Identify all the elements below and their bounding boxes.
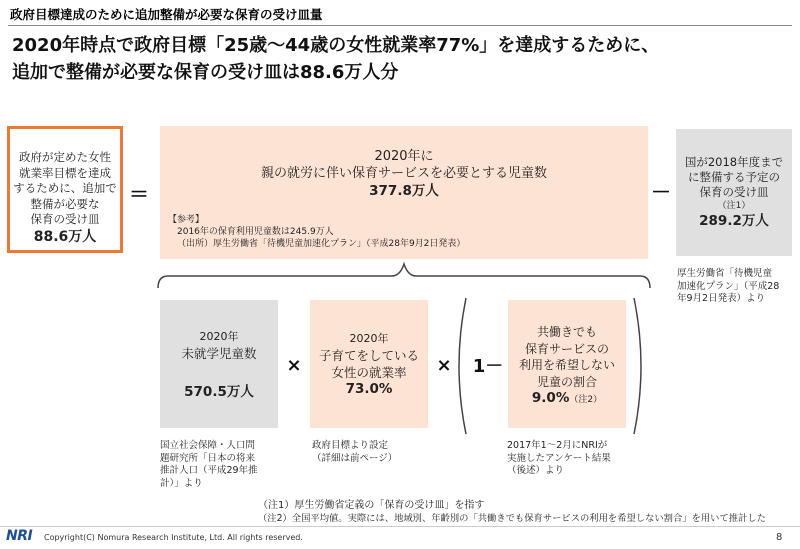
planned-capacity-source-line-2: 加速化プラン」（平成28 <box>677 280 780 292</box>
employment-rate-source-line-2: （詳細は前ページ） <box>312 452 398 464</box>
preschool-children-source-line-1: 国立社会保障・人口問 <box>160 440 256 451</box>
employment-rate-source <box>312 440 397 465</box>
employment-rate-source-line-1: 政府目標より設定 <box>312 440 389 451</box>
section-title: 政府目標達成のために追加整備が必要な保育の受け皿量 <box>10 7 323 22</box>
planned-capacity-source-line-1: 厚生労働省「待機児童 <box>677 268 773 279</box>
left-paren <box>459 298 466 434</box>
headline-line-1: 2020年時点で政府目標「25歳～44歳の女性就業率77%」を達成するために、 <box>12 35 660 56</box>
unwilling-ratio-value: 9.0% <box>531 390 570 406</box>
footnote-2: （注2）全国平均値。実際には、地域別、年齢別の「共働きでも保育サービスの利用を希望しない割合」を用いて推計した <box>258 513 766 524</box>
planned-capacity-line-1: 国が2018年度まで <box>684 155 784 169</box>
reference-title: 【参考】 <box>168 215 205 225</box>
unwilling-ratio-box <box>508 300 626 428</box>
unwilling-ratio-source-line-3: （後述）より <box>507 465 565 476</box>
preschool-children-box <box>160 300 278 428</box>
preschool-children-line-1: 2020年 <box>199 330 239 343</box>
employment-rate-value: 73.0% <box>345 381 393 397</box>
required-capacity-value: 88.6万人 <box>33 228 97 245</box>
curly-brace <box>158 264 650 288</box>
unwilling-ratio-source <box>507 440 611 478</box>
childcare-demand-value: 377.8万人 <box>369 183 439 199</box>
preschool-children-source <box>160 440 258 490</box>
childcare-demand-line-1: 2020年に <box>374 149 434 164</box>
headline-line-2: 追加で整備が必要な保育の受け皿は88.6万人分 <box>12 62 399 83</box>
footer-divider <box>0 526 800 527</box>
planned-capacity-note-ref: （注1） <box>717 201 751 211</box>
unwilling-ratio-line-4: 児童の割合 <box>536 374 597 389</box>
unwilling-ratio-line-1: 共働きでも <box>536 325 597 339</box>
preschool-children-source-line-2: 題研究所「日本の将来 <box>160 452 256 464</box>
employment-rate-line-3: 女性の就業率 <box>331 365 407 380</box>
required-capacity-line-3: するために、追加で <box>13 181 117 195</box>
minus-operator: － <box>651 180 671 204</box>
unwilling-ratio-source-line-2: 実施したアンケート結果 <box>507 452 611 464</box>
unwilling-ratio-note-ref: （注2） <box>569 395 603 405</box>
required-capacity-line-5: 保育の受け皿 <box>30 212 100 226</box>
employment-rate-box <box>310 300 428 428</box>
right-paren <box>634 298 641 434</box>
unwilling-ratio-line-3: 利用を希望しない <box>518 358 615 372</box>
preschool-children-value: 570.5万人 <box>184 384 254 400</box>
preschool-children-line-2: 未就学児童数 <box>181 346 257 361</box>
planned-capacity-value: 289.2万人 <box>699 213 769 229</box>
footnote-1: （注1）厚生労働省定義の「保育の受け皿」を指す <box>258 500 485 511</box>
one-minus-operator: 1－ <box>472 356 504 377</box>
equals-operator: ＝ <box>129 182 149 206</box>
planned-capacity-line-3: 保育の受け皿 <box>699 185 769 199</box>
times-operator-1: × <box>286 355 302 376</box>
employment-rate-line-2: 子育てをしている <box>318 348 419 363</box>
page-number: 8 <box>776 532 783 543</box>
planned-capacity-source-line-3: 年9月2日発表）より <box>677 293 766 304</box>
nri-logo: NRI <box>6 528 33 544</box>
times-operator-2: × <box>436 355 452 376</box>
copyright: Copyright(C) Nomura Research Institute, Ltd. All rights reserved. <box>44 533 303 542</box>
preschool-children-source-line-3: 推計人口（平成29年推 <box>160 465 258 476</box>
planned-capacity-line-2: に整備する予定の <box>688 170 780 184</box>
employment-rate-line-1: 2020年 <box>349 332 389 345</box>
unwilling-ratio-source-line-1: 2017年1～2月にNRIが <box>507 440 608 451</box>
unwilling-ratio-line-2: 保育サービスの <box>524 341 609 356</box>
childcare-demand-line-2: 親の就労に伴い保育サービスを必要とする児童数 <box>260 166 547 181</box>
reference-line-2: （出所）厚生労働省「待機児童加速化プラン」（平成28年9月2日発表） <box>177 239 466 249</box>
preschool-children-source-line-4: 計）」より <box>160 477 203 489</box>
required-capacity-line-4: 整備が必要な <box>30 196 100 211</box>
reference-line-1: 2016年の保育利用児童数は245.9万人 <box>177 227 334 237</box>
required-capacity-line-2: 就業率目標を達成 <box>19 165 111 180</box>
required-capacity-line-1: 政府が定めた女性 <box>19 150 111 164</box>
